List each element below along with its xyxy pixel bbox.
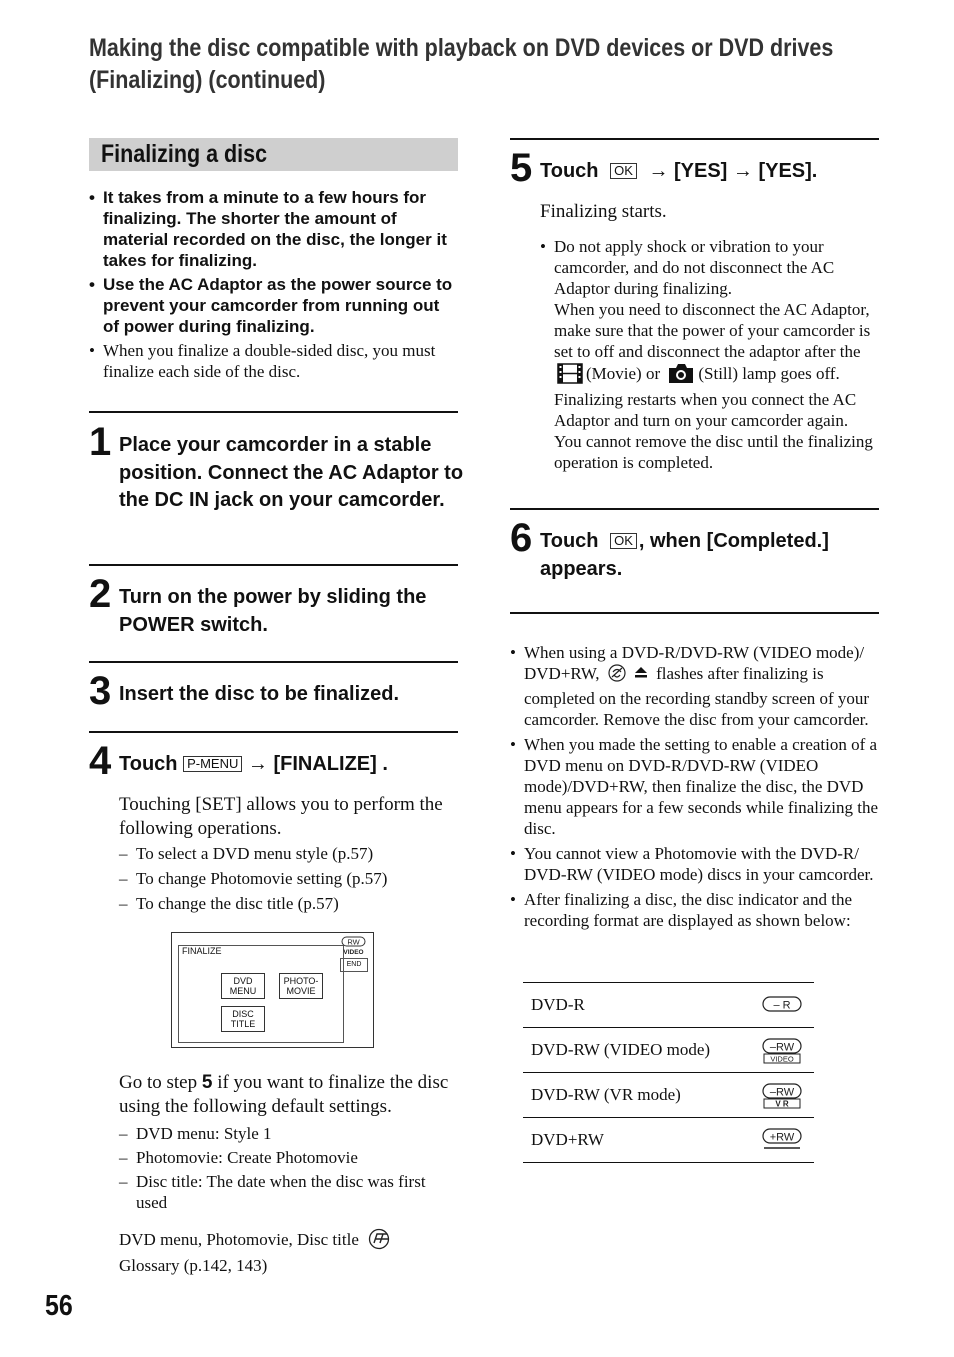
table-row: DVD-RW (VIDEO mode) –RW VIDEO bbox=[523, 1027, 814, 1072]
list-item: – Disc title: The date when the disc was first used bbox=[119, 1171, 459, 1213]
list-item: • You cannot view a Photomovie with the DVD-R/ DVD-RW (VIDEO mode) discs in your camcorder. bbox=[510, 843, 880, 885]
finalized-disc-eject-icon bbox=[606, 663, 650, 688]
still-camera-icon bbox=[667, 362, 695, 389]
svg-text:–RW: –RW bbox=[769, 1086, 795, 1099]
svg-text:+RW: +RW bbox=[769, 1131, 795, 1144]
divider bbox=[510, 138, 879, 140]
note-bold-2: • Use the AC Adaptor as the power source to prevent your camcorder from running out of power during finalizing. bbox=[89, 274, 459, 337]
list-item: • After finalizing a disc, the disc indicator and the recording format are displayed as shown below: bbox=[510, 889, 880, 931]
disc-badge-bottom: VIDEO bbox=[343, 949, 364, 956]
glossary-reference: DVD menu, Photomovie, Disc title Glossary (p.142, 143) bbox=[119, 1228, 464, 1276]
step-number: 5 bbox=[510, 146, 533, 190]
svg-text:VIDEO: VIDEO bbox=[770, 1054, 794, 1064]
divider bbox=[89, 731, 458, 733]
step-5-notes bbox=[540, 236, 885, 473]
finalizing-starts: Finalizing starts. bbox=[540, 201, 667, 222]
divider bbox=[510, 612, 879, 614]
step-2-text: Turn on the power by sliding the POWER switch. bbox=[119, 586, 427, 636]
step-4-goto: Go to step 5 if you want to finalize the disc using the following default settings. bbox=[119, 1072, 449, 1117]
step-number: 6 bbox=[510, 516, 533, 560]
dvd-rw-video-icon bbox=[762, 1038, 802, 1069]
dvd-rw-vr-icon bbox=[762, 1083, 802, 1114]
svg-text:–RW: –RW bbox=[769, 1041, 795, 1054]
table-row: DVD-R – R bbox=[523, 982, 814, 1027]
step-1-text: Place your camcorder in a stable position. Connect the AC Adaptor to the DC IN jack on your camcorder. bbox=[119, 434, 464, 511]
p-menu-button-icon: P-MENU bbox=[183, 756, 242, 772]
page-number: 56 bbox=[45, 1290, 73, 1322]
step-5-text: Touch OK → [YES] → [YES]. bbox=[540, 160, 818, 182]
photomovie-button[interactable]: PHOTO- MOVIE bbox=[279, 973, 323, 999]
svg-text:– R: – R bbox=[773, 999, 791, 1012]
divider bbox=[89, 564, 458, 566]
note-plain: • When you finalize a double-sided disc, you must finalize each side of the disc. bbox=[89, 340, 459, 382]
step-4-defaults bbox=[119, 1123, 459, 1213]
step-3-text: Insert the disc to be finalized. bbox=[119, 683, 400, 705]
section-heading: Finalizing a disc bbox=[89, 138, 458, 171]
movie-icon bbox=[557, 363, 583, 389]
table-row: DVD-RW (VR mode) –RW V R bbox=[523, 1072, 814, 1117]
table-row: DVD+RW +RW bbox=[523, 1117, 814, 1163]
step-number: 3 bbox=[89, 669, 112, 713]
disc-title-button[interactable]: DISC TITLE bbox=[221, 1006, 265, 1032]
dvd-r-icon bbox=[762, 993, 802, 1022]
notes bbox=[89, 187, 459, 382]
finalize-screen-illustration bbox=[171, 932, 374, 1048]
list-item: • Do not apply shock or vibration to your camcorder, and do not disconnect the AC Adaptor during finalizing. When you need to disconnect the AC Adaptor, make sure that the power of your camcorder is set to off and disconnect the adaptor after the (Movie) or (Still) lamp goes off. Finalizing restarts when you connect the AC Adaptor and turn on your camcorder again. You cannot remove the disc until the finalizing operation is completed. bbox=[540, 236, 885, 473]
dvd-menu-button[interactable]: DVD MENU bbox=[221, 973, 265, 999]
ok-button-icon: OK bbox=[610, 533, 637, 549]
divider bbox=[510, 508, 879, 510]
step-number: 1 bbox=[89, 420, 112, 464]
list-item: – DVD menu: Style 1 bbox=[119, 1123, 459, 1144]
svg-text:V R: V R bbox=[775, 1099, 789, 1109]
end-button[interactable]: END bbox=[340, 958, 368, 972]
disc-badge-top: RW bbox=[347, 937, 360, 947]
divider bbox=[89, 661, 458, 663]
step-4-text: Touch P-MENU → [FINALIZE] . bbox=[119, 753, 388, 775]
step-number: 2 bbox=[89, 572, 112, 616]
step-6-text: Touch OK , when [Completed.] appears. bbox=[540, 530, 829, 580]
list-item: – Photomovie: Create Photomovie bbox=[119, 1147, 459, 1168]
list-item: • When using a DVD-R/DVD-RW (VIDEO mode)/ DVD+RW, flashes after finalizing is completed on the recording standby screen of your camcorder. Remove the disc from your camcorder. bbox=[510, 642, 880, 730]
list-item: – To change the disc title (p.57) bbox=[119, 893, 459, 914]
dvd-plus-rw-icon bbox=[762, 1128, 802, 1159]
page-title: Making the disc compatible with playback on DVD devices or DVD drives (Finalizing) (continued) bbox=[89, 34, 834, 94]
disc-indicator-table bbox=[523, 982, 814, 1163]
glossary-icon bbox=[366, 1228, 396, 1255]
dvd-rw-video-icon bbox=[340, 936, 367, 956]
step-4-ops bbox=[119, 843, 459, 914]
divider bbox=[89, 411, 458, 413]
step-number: 4 bbox=[89, 739, 112, 783]
note-bold-1: • It takes from a minute to a few hours for finalizing. The shorter the amount of material recorded on the disc, the longer it takes for finalizing. bbox=[89, 187, 459, 271]
step-4-intro: Touching [SET] allows you to perform the following operations. bbox=[119, 794, 443, 839]
list-item: • When you made the setting to enable a creation of a DVD menu on DVD-R/DVD-RW (VIDEO mode)/DVD+RW, then finalize the disc, the DVD menu appears for a few seconds while finalizing the disc. bbox=[510, 734, 880, 839]
screen-label: FINALIZE bbox=[182, 946, 222, 956]
list-item: – To select a DVD menu style (p.57) bbox=[119, 843, 459, 864]
list-item: – To change Photomovie setting (p.57) bbox=[119, 868, 459, 889]
tips bbox=[510, 642, 880, 931]
ok-button-icon: OK bbox=[610, 163, 637, 179]
